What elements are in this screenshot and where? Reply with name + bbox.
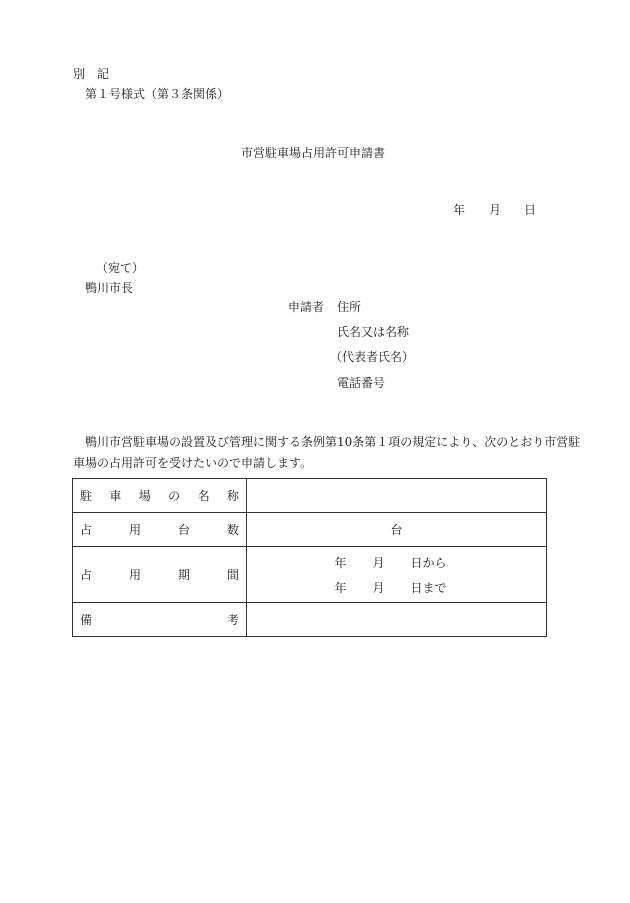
label-char: 名 bbox=[197, 489, 210, 503]
applicant-name-label: 氏名又は名称 bbox=[337, 325, 410, 339]
label-char: 期 bbox=[177, 568, 190, 582]
label-char: 称 bbox=[226, 489, 239, 503]
date-day-label: 日 bbox=[524, 203, 537, 217]
period-end bbox=[247, 579, 546, 596]
period-start-month: 月 bbox=[372, 555, 385, 570]
vehicle-count-field[interactable] bbox=[247, 513, 547, 547]
table-row-parking-name bbox=[73, 479, 547, 513]
period-end-month: 月 bbox=[372, 580, 385, 595]
application-table bbox=[72, 478, 547, 637]
applicant-representative-label: （代表者氏名） bbox=[330, 350, 415, 364]
label-char: 占 bbox=[80, 523, 93, 537]
vehicle-count-unit: 台 bbox=[390, 523, 403, 537]
label-char: 用 bbox=[128, 568, 141, 582]
body-text-line1: 鴨川市営駐車場の設置及び管理に関する条例第10条第１項の規定により、次のとおり市営駐 bbox=[85, 435, 581, 449]
annex-label: 別 記 bbox=[73, 67, 110, 81]
remarks-label bbox=[73, 603, 247, 637]
addressee-name: 鴨川市長 bbox=[85, 281, 134, 295]
document-title: 市営駐車場占用許可申請書 bbox=[241, 146, 386, 160]
label-char: 備 bbox=[80, 613, 93, 627]
occupancy-period-field[interactable] bbox=[247, 547, 547, 603]
date-month-label: 月 bbox=[489, 203, 502, 217]
label-char: 占 bbox=[80, 568, 93, 582]
parking-name-label bbox=[73, 479, 247, 513]
label-char: 数 bbox=[226, 523, 239, 537]
period-start-day: 日から bbox=[410, 555, 447, 570]
label-char: 車 bbox=[109, 489, 122, 503]
date-year-label: 年 bbox=[453, 203, 466, 217]
body-text-line2: 車場の占用許可を受けたいので申請します。 bbox=[73, 456, 313, 470]
occupancy-period-label bbox=[73, 547, 247, 603]
table-row-vehicle-count bbox=[73, 513, 547, 547]
remarks-field[interactable] bbox=[247, 603, 547, 637]
applicant-phone-label: 電話番号 bbox=[337, 376, 386, 390]
table-row-remarks bbox=[73, 603, 547, 637]
period-end-year: 年 bbox=[334, 580, 347, 595]
label-char: 台 bbox=[177, 523, 190, 537]
applicant-address-label: 住所 bbox=[337, 300, 362, 314]
form-number: 第１号様式（第３条関係） bbox=[85, 87, 230, 101]
label-char: 間 bbox=[226, 568, 239, 582]
period-end-day: 日まで bbox=[410, 580, 447, 595]
addressee-prefix: （宛て） bbox=[96, 261, 145, 275]
table-row-occupancy-period bbox=[73, 547, 547, 603]
label-char: 考 bbox=[226, 613, 239, 627]
period-start bbox=[247, 554, 546, 571]
label-char: 場 bbox=[138, 489, 151, 503]
applicant-label: 申請者 bbox=[288, 300, 325, 314]
label-char: 用 bbox=[128, 523, 141, 537]
parking-name-field[interactable] bbox=[247, 479, 547, 513]
vehicle-count-label bbox=[73, 513, 247, 547]
period-start-year: 年 bbox=[334, 555, 347, 570]
label-char: の bbox=[168, 489, 181, 503]
label-char: 駐 bbox=[80, 489, 93, 503]
